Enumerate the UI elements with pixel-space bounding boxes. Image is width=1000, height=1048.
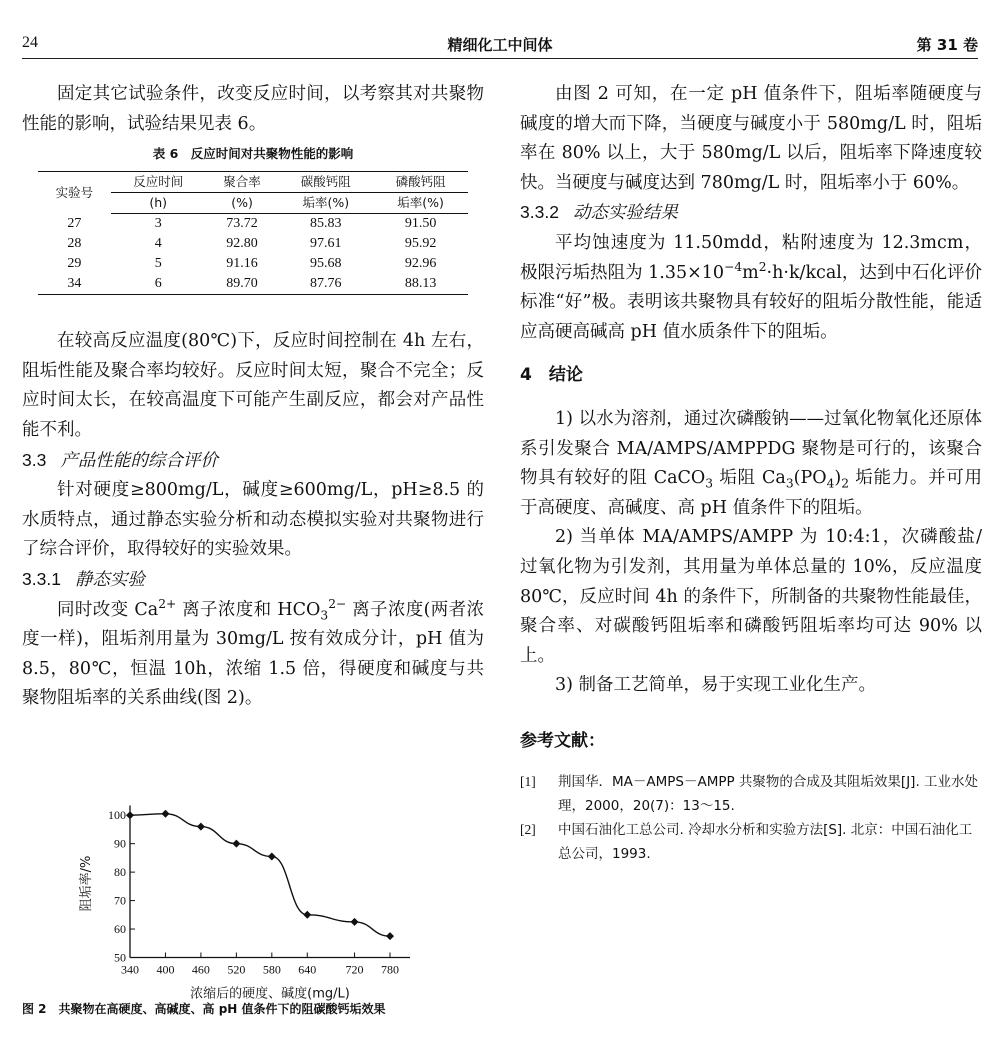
- reference-item: [520, 818, 982, 866]
- text-run: 同时改变 Ca: [57, 599, 159, 620]
- table-cell: 87.76: [278, 274, 373, 295]
- text-run: 平均蚀速度为 11.50mdd，粘附速度为 12.3mcm，极限污垢热阻为 1.35×10: [520, 232, 982, 283]
- table-cell: 92.96: [404, 256, 437, 272]
- figure-2-chart: [22, 785, 492, 1025]
- x-tick-label: 640: [298, 962, 317, 977]
- table-cell: 91.50: [404, 216, 437, 232]
- paragraph: 固定其它试验条件，改变反应时间，以考察其对共聚物性能的影响，试验结果见表 6。: [22, 84, 484, 134]
- paragraph: 由图 2 可知，在一定 pH 值条件下，阻垢率随硬度与碱度的增大而下降，当硬度与碱度小于 580mg/L 时，阻垢率在 80% 以上，大于 580mg/L 以后，阻垢率下降速度较快。当硬度与碱度达到 780mg/L 时，阻垢率小于 60%。: [520, 84, 982, 193]
- table-cell: 95.92: [404, 236, 437, 252]
- x-axis-label: 浓缩后的硬度、碱度(mg/L): [190, 986, 350, 1002]
- col-header: 实验号: [38, 172, 111, 214]
- section-number: 3.3: [22, 449, 47, 470]
- reference-number: [1]: [520, 774, 536, 790]
- section-heading-conclusion: 4 结论: [520, 365, 583, 386]
- table-caption: 表 6 反应时间对共聚物性能的影响: [152, 146, 354, 162]
- subscript: 3: [320, 608, 329, 623]
- section-number: 3.3.2: [520, 202, 559, 223]
- subscript: 3: [705, 476, 714, 491]
- section-heading: [22, 446, 484, 477]
- section-title: 静态实验: [74, 569, 145, 590]
- table-cell: 4: [154, 236, 162, 252]
- x-tick-label: 520: [227, 962, 246, 977]
- references-list: [520, 770, 982, 866]
- x-tick-label: 580: [262, 962, 281, 977]
- superscript: 2+: [158, 596, 177, 611]
- section-title: 动态实验结果: [572, 203, 678, 224]
- table-cell: 73.72: [226, 216, 258, 232]
- paragraph: 针对硬度≥800mg/L，碱度≥600mg/L，pH≥8.5 的水质特点，通过静态实验分析和动态模拟实验对共聚物进行了综合评价，取得较好的实验效果。: [22, 480, 484, 560]
- paragraph: [22, 596, 484, 714]
- table-cell: 89.70: [206, 274, 279, 295]
- running-header: [22, 30, 978, 59]
- text-run: 垢阻 Ca: [713, 468, 786, 489]
- data-point: [126, 811, 134, 819]
- subscript: 3: [785, 476, 794, 491]
- x-tick-label: 780: [381, 962, 399, 977]
- data-point: [303, 911, 311, 919]
- y-tick-label: 100: [108, 808, 126, 823]
- col-header: 垢率(%): [278, 193, 373, 214]
- data-point: [161, 810, 169, 818]
- section-heading: [520, 198, 982, 229]
- left-column: [22, 80, 484, 714]
- table-cell: 28: [67, 236, 82, 252]
- reference-text: 中国石油化工总公司. 冷却水分析和实验方法[S]. 北京：中国石油化工总公司，1993.: [558, 822, 973, 863]
- y-tick-label: 90: [114, 836, 126, 851]
- table-row: [38, 274, 468, 295]
- table-cell: 88.13: [373, 274, 468, 295]
- references-heading: 参考文献：: [520, 730, 605, 751]
- figure-caption: 图 2 共聚物在高硬度、高碱度、高 pH 值条件下的阻碳酸钙垢效果: [22, 1002, 386, 1016]
- y-axis-label: 阻垢率/%: [79, 855, 94, 912]
- text-run: m: [742, 262, 759, 283]
- table-row: [38, 234, 468, 254]
- col-header: 反应时间: [111, 172, 206, 193]
- data-point: [197, 823, 205, 831]
- reference-number: [2]: [520, 822, 536, 838]
- table-cell: 95.68: [310, 256, 342, 272]
- col-header: (h): [111, 193, 206, 214]
- col-header: 磷酸钙阻: [373, 172, 468, 193]
- y-tick-label: 70: [114, 893, 126, 908]
- paragraph: 2) 当单体 MA/AMPS/AMPP 为 10:4:1，次磷酸盐/过氧化物为引发剂，其用量为单体总量的 10%，反应温度 80℃，反应时间 4h 的条件下，所制备的共聚物性能最佳，聚合率、对碳酸钙阻垢率和磷酸钙阻垢率均可达 90% 以上。: [520, 527, 982, 666]
- data-point: [232, 840, 240, 848]
- superscript: −4: [724, 259, 743, 274]
- subscript: 4: [826, 476, 835, 491]
- table-cell: 92.80: [226, 236, 258, 252]
- table-cell: 29: [67, 256, 82, 272]
- table-cell: 6: [111, 274, 206, 295]
- page-number: 24: [22, 34, 38, 51]
- data-point: [386, 932, 394, 940]
- superscript: 2−: [328, 596, 347, 611]
- reference-item: [520, 770, 982, 818]
- table-cell: 27: [67, 215, 82, 231]
- col-header: (%): [206, 193, 279, 214]
- data-point: [268, 852, 276, 860]
- table-cell: 91.16: [226, 256, 258, 272]
- volume-label: 第 31 卷: [916, 36, 978, 54]
- y-tick-label: 80: [114, 865, 126, 880]
- subscript: 2: [841, 476, 850, 491]
- table-row: [38, 214, 468, 235]
- col-header: 垢率(%): [373, 193, 468, 214]
- reference-text: 荆国华．MA－AMPS－AMPP 共聚物的合成及其阻垢效果[J]. 工业水处理，2000，20(7)：13～15.: [558, 774, 979, 815]
- paragraph: 3) 制备工艺简单，易于实现工业化生产。: [555, 675, 877, 696]
- x-tick-label: 460: [191, 962, 210, 977]
- data-point: [351, 918, 359, 926]
- text-run: ·h·k/kcal，达到中石化评价标准“好”极。表明该共聚物具有较好的阻垢分散性能，能适应高硬高碱高 pH 值水质条件下的阻垢。: [520, 262, 982, 342]
- table-6: [38, 171, 468, 295]
- text-run: 1) 以水为溶剂，通过次磷酸钠——过氧化物氧化还原体系引发聚合 MA/AMPS/AMPPDG 聚物是可行的，该聚合物具有较好的阻 CaCO: [520, 408, 982, 489]
- paragraph: 在较高反应温度(80℃)下，反应时间控制在 4h 左右，阻垢性能及聚合率均较好。反应时间太短，聚合不完全；反应时间太长，在较高温度下可能产生副反应，都会对产品性能不利。: [22, 331, 484, 440]
- text-run: 离子浓度和 HCO: [176, 599, 321, 620]
- table-row: [38, 254, 468, 274]
- col-header: 碳酸钙阻: [278, 172, 373, 193]
- paragraph: [520, 405, 982, 523]
- journal-title: 精细化工中间体: [447, 36, 553, 54]
- section-title: 产品性能的综合评价: [60, 450, 218, 471]
- text-run: 离子浓度(两者浓度一样)，阻垢剂用量为 30mg/L 按有效成分计，pH 值为 8.5，80℃，恒温 10h，浓缩 1.5 倍，得硬度和碱度与共聚物阻垢率的关系曲线(图 2)。: [22, 599, 485, 709]
- col-header: 聚合率: [206, 172, 279, 193]
- superscript: 2: [758, 259, 767, 274]
- series-line: [130, 814, 390, 936]
- text-run: (PO: [793, 468, 827, 489]
- y-tick-label: 60: [114, 922, 126, 937]
- table-cell: 34: [38, 274, 111, 295]
- right-column: [520, 80, 982, 866]
- table-cell: 5: [154, 256, 162, 272]
- table-cell: 3: [154, 216, 162, 232]
- x-tick-label: 340: [121, 962, 139, 977]
- text-run: ): [834, 468, 842, 489]
- table-cell: 85.83: [310, 216, 342, 232]
- y-tick-label: 50: [114, 950, 126, 965]
- table-cell: 97.61: [310, 236, 342, 252]
- section-number: 3.3.1: [22, 568, 61, 589]
- x-tick-label: 400: [156, 962, 175, 977]
- text-run: 垢能力。并可用于高硬度、高碱度、高 pH 值条件下的阻垢。: [520, 468, 983, 518]
- paragraph: [520, 229, 982, 347]
- x-tick-label: 720: [345, 962, 364, 977]
- section-heading: [22, 565, 484, 596]
